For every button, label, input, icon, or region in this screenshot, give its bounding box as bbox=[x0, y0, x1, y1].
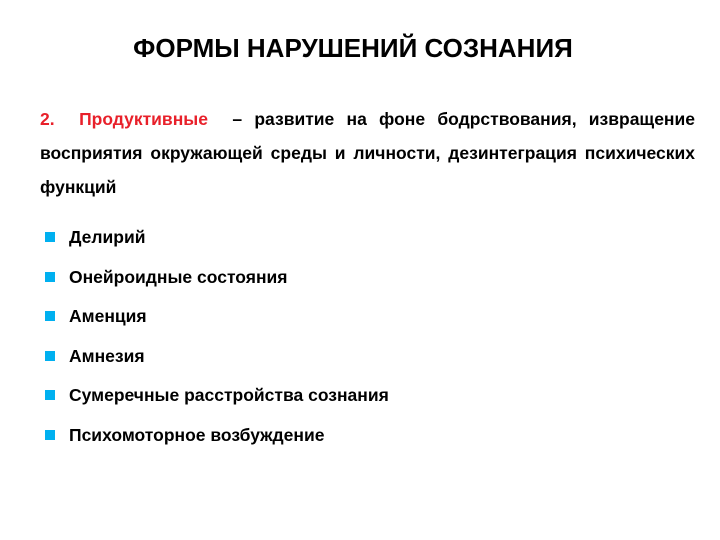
square-bullet-icon bbox=[45, 311, 55, 321]
square-bullet-icon bbox=[45, 390, 55, 400]
list-item-label: Амнезия bbox=[69, 345, 145, 366]
intro-paragraph bbox=[40, 102, 695, 204]
intro-term: Продуктивные bbox=[79, 109, 208, 129]
intro-definition: развитие на фоне бодрствования, извращение восприятия окружающей среды и личности, дезинтеграция психических функций bbox=[40, 109, 695, 197]
list-item bbox=[44, 258, 684, 298]
list-item bbox=[44, 218, 684, 258]
list-item-label: Аменция bbox=[69, 306, 147, 326]
bullet-list bbox=[44, 218, 684, 455]
slide-title: ФОРМЫ НАРУШЕНИЙ СОЗНАНИЯ bbox=[133, 33, 573, 63]
list-item bbox=[44, 376, 684, 416]
square-bullet-icon bbox=[45, 272, 55, 282]
square-bullet-icon bbox=[45, 232, 55, 242]
intro-dash: – bbox=[232, 109, 243, 129]
list-item-label: Сумеречные расстройства сознания bbox=[69, 385, 389, 405]
list-item-label: Делирий bbox=[69, 227, 146, 247]
list-item-label: Онейроидные состояния bbox=[69, 266, 288, 287]
square-bullet-icon bbox=[45, 351, 55, 361]
list-item bbox=[44, 416, 684, 456]
list-item-label: Психомоторное возбуждение bbox=[69, 424, 325, 445]
square-bullet-icon bbox=[45, 430, 55, 440]
list-item bbox=[44, 337, 684, 377]
list-item bbox=[44, 297, 684, 337]
intro-number: 2. bbox=[40, 109, 55, 129]
